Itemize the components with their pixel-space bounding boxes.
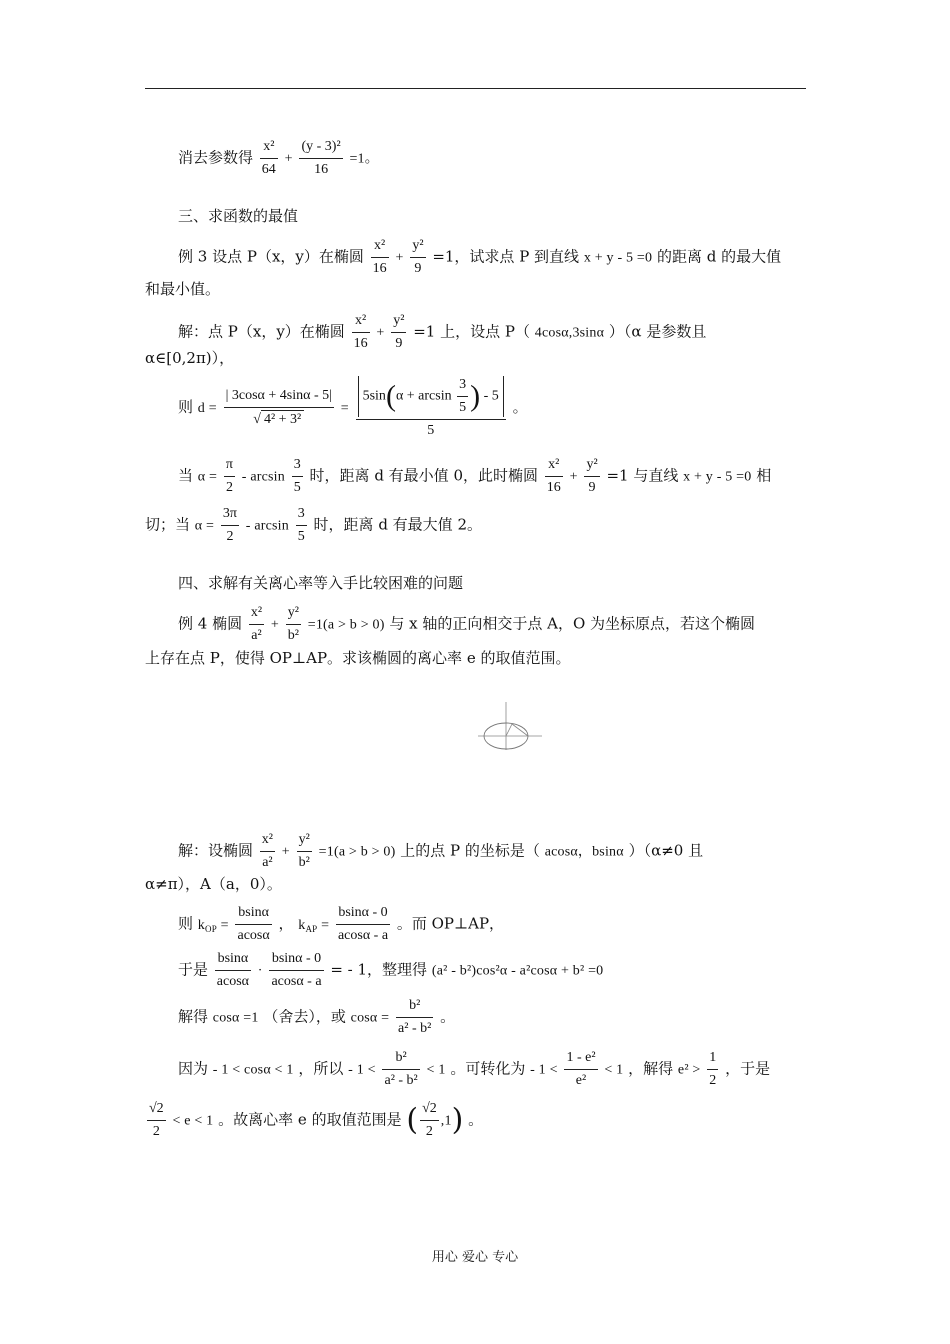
- inequality-line: [178, 1049, 770, 1090]
- fraction: [396, 997, 433, 1038]
- page-footer: 用心 爱心 专心: [431, 1250, 519, 1265]
- fraction: [457, 376, 468, 417]
- text: 则: [178, 914, 194, 933]
- text: cosα =: [350, 1010, 390, 1026]
- line-equation: x + y - 5 =0: [583, 250, 653, 266]
- den: √ 4² + 3²: [224, 407, 334, 429]
- num: x²: [374, 238, 386, 253]
- fraction: [382, 1049, 419, 1090]
- den: 16: [545, 476, 563, 497]
- fraction: [260, 831, 275, 872]
- example-3-line1: 例 3 设点 P（x，y）在椭圆 $\frac{\text{x²}}{16}$ + $\frac{\text{y²}}{9}$ =1，试求点 P 到直线 x + y - 5 =0 的距离 d 的最大值: [178, 238, 782, 276]
- text: 解得: [178, 1007, 209, 1026]
- min-distance-line: 当 α = $\frac{\pi}{2}$ - arcsin $\frac{3}{5}$ 时，距离 d 有最小值 0，此时椭圆 $\frac{\text{x²}}{16}$ + $\frac{\text{y²}}{9}$ =1 与直线 x + y - 5 =0 相: [178, 457, 772, 495]
- slope-line: [178, 904, 504, 945]
- subscript: OP: [205, 923, 217, 934]
- den: 9: [391, 332, 406, 353]
- fraction: [249, 604, 264, 645]
- num: x²: [548, 457, 560, 472]
- fraction: [420, 1100, 439, 1141]
- den: e²: [564, 1069, 597, 1090]
- num: y²: [298, 832, 310, 847]
- ellipse-figure: [476, 700, 544, 752]
- den: b²: [297, 851, 312, 872]
- text: α =: [194, 518, 215, 534]
- fraction: [147, 1100, 166, 1141]
- num: y²: [412, 238, 424, 253]
- fraction: [221, 505, 239, 546]
- text: 当: [178, 466, 194, 485]
- text: - arcsin: [245, 518, 289, 534]
- param: 4cosα,3sinα: [534, 325, 605, 341]
- num: bsinα - 0: [271, 951, 322, 966]
- num: 3: [459, 377, 467, 392]
- text: 。而 OP⊥AP，: [396, 914, 505, 933]
- fraction: [410, 237, 425, 278]
- text: - 1 < cosα < 1: [212, 1062, 294, 1078]
- text: ，所以: [298, 1059, 344, 1078]
- den: acosα: [215, 970, 251, 991]
- equation: (a² - b²)cos²α - a²cosα + b² =0: [431, 963, 604, 979]
- text: ，于是: [725, 1059, 771, 1078]
- condition: =1(a > b > 0): [318, 844, 396, 860]
- num: x²: [250, 605, 263, 620]
- text: 于是: [178, 960, 209, 979]
- text: 切；当: [145, 515, 191, 534]
- num: b²: [409, 998, 421, 1013]
- num: y²: [586, 457, 598, 472]
- subscript: AP: [305, 923, 318, 934]
- num: 3: [297, 506, 305, 521]
- cos-solution-line: [178, 997, 455, 1038]
- text: 消去参数得: [178, 148, 254, 167]
- text: （舍去），或: [263, 1007, 346, 1026]
- den: acosα: [235, 924, 271, 945]
- fraction: [269, 950, 323, 991]
- text: ，解得: [628, 1059, 674, 1078]
- text: 时，距离 d 有最大值 2。: [313, 515, 482, 534]
- num: 1 - e²: [566, 1050, 596, 1065]
- num: x²: [263, 139, 275, 154]
- section-heading-4: 四、求解有关离心率等入手比较困难的问题: [178, 574, 464, 592]
- den: 16: [352, 332, 370, 353]
- fraction: [707, 1049, 718, 1090]
- fraction: [584, 456, 599, 497]
- solution-4-line2: α≠π），A（a，0）。: [145, 875, 282, 893]
- text: 。: [512, 398, 528, 416]
- text: 解：点 P（x，y）在椭圆: [178, 322, 345, 341]
- fraction: [286, 604, 301, 645]
- text: = - 1，整理得: [330, 960, 428, 979]
- den: 64: [260, 158, 278, 179]
- fraction: [336, 904, 390, 945]
- max-distance-line: [145, 505, 482, 546]
- text: 1: [444, 1113, 452, 1129]
- num: (y - 3)²: [301, 139, 341, 154]
- text: - 5: [483, 388, 499, 404]
- distance-formula: [178, 376, 528, 440]
- den: 2: [224, 476, 235, 497]
- text: 解：设椭圆: [178, 841, 254, 860]
- num: bsinα: [217, 951, 249, 966]
- text: 。: [440, 1007, 456, 1026]
- den: 9: [584, 476, 599, 497]
- text: - 1 <: [348, 1062, 376, 1078]
- fraction: [391, 312, 406, 353]
- solution-3-line2: α∈[0,2π)），: [145, 349, 235, 367]
- den: acosα - a: [269, 970, 323, 991]
- num: y²: [393, 313, 405, 328]
- section-heading-3: 三、求函数的最值: [178, 207, 299, 225]
- num: bsinα - 0: [338, 905, 388, 920]
- text: ）（α≠0 且: [628, 841, 704, 860]
- text: 。故离心率 e 的取值范围是: [218, 1110, 402, 1129]
- example-3-line2: 和最小值。: [145, 280, 221, 298]
- text: e² >: [677, 1062, 701, 1078]
- text: < e < 1: [172, 1113, 214, 1129]
- fraction: [352, 312, 370, 353]
- fraction: [356, 376, 506, 440]
- den: 2: [707, 1069, 718, 1090]
- den: a²: [249, 624, 264, 645]
- fraction: [299, 138, 342, 179]
- example-4-line2: 上存在点 P，使得 OP⊥AP。求该椭圆的离心率 e 的取值范围。: [145, 649, 571, 667]
- num: 1: [709, 1050, 717, 1065]
- den: a² - b²: [382, 1069, 419, 1090]
- text: 相: [756, 466, 772, 485]
- num: x²: [261, 832, 273, 847]
- text: k: [197, 917, 205, 933]
- den: b²: [286, 624, 301, 645]
- den: 2: [147, 1120, 166, 1141]
- solution-4-line1: 解：设椭圆 $\frac{\text{x²}}{\text{a²}}$ + $\frac{\text{y²}}{\text{b²}}$ =1(a > b > 0) 上的点 P 的坐标是（ acosα，bsinα ）（α≠0 且: [178, 832, 704, 870]
- den: acosα - a: [336, 924, 390, 945]
- fraction: [215, 950, 251, 991]
- fraction: [564, 1049, 597, 1090]
- text: 5sin: [362, 388, 386, 404]
- text: 。可转化为: [450, 1059, 526, 1078]
- den: a²: [260, 851, 275, 872]
- num: √2: [422, 1101, 437, 1116]
- fraction: [224, 387, 334, 429]
- den: 5: [296, 525, 307, 546]
- text: =1。: [349, 151, 379, 167]
- text: < 1: [426, 1062, 446, 1078]
- header-rule: [145, 88, 806, 89]
- text: =: [340, 401, 349, 416]
- num: √2: [149, 1101, 164, 1116]
- fraction: [224, 456, 235, 497]
- num: | 3cosα + 4sinα - 5|: [225, 388, 332, 403]
- den: 5: [292, 476, 303, 497]
- text: 与 x 轴的正向相交于点 A，O 为坐标原点，若这个椭圆: [389, 614, 756, 633]
- num: x²: [354, 313, 367, 328]
- text: ）（α 是参数且: [608, 322, 707, 341]
- text: 时，距离 d 有最小值 0，此时椭圆: [309, 466, 538, 485]
- text: 例 3 设点 P（x，y）在椭圆: [178, 247, 364, 266]
- eliminate-param-line: 消去参数得 $\frac{\text{x²}}{64}$ + $\frac{\text{(y - 3)²}}{16}$ =1。: [178, 139, 379, 177]
- den: 5: [356, 419, 506, 440]
- den: 2: [420, 1120, 439, 1141]
- num: b²: [395, 1050, 407, 1065]
- fraction: [292, 456, 303, 497]
- text: ，: [278, 914, 294, 933]
- num: bsinα: [238, 905, 269, 920]
- solution-3-line1: 解：点 P（x，y）在椭圆 $\frac{\text{x²}}{16}$ + $\frac{\text{y²}}{9}$ =1 上，设点 P（ 4cosα,3sinα ）（α 是参数且: [178, 313, 707, 351]
- fraction: [296, 505, 307, 546]
- text: α + arcsin: [395, 388, 452, 404]
- text: =1 与直线: [606, 466, 679, 485]
- segment-op: [506, 724, 512, 736]
- coordinate: acosα，bsinα: [544, 844, 624, 860]
- text: - arcsin: [241, 469, 285, 485]
- text: =1，试求点 P 到直线: [432, 247, 580, 266]
- fraction: [371, 237, 389, 278]
- text: 则: [178, 398, 194, 416]
- num: 3: [293, 457, 301, 472]
- product-line: 于是 $\frac{bsin\alpha}{acos\alpha}$ · $\frac{bsin\alpha - 0}{acos\alpha - a}$ = - 1，整理得 (a² - b²)cos²α - a²cosα + b² =0: [178, 951, 604, 989]
- fraction: [297, 831, 312, 872]
- abs: 5sin(α + arcsin $\frac{3}{5}$ ) - 5: [358, 376, 504, 417]
- den: a² - b²: [396, 1017, 433, 1038]
- conclusion-line: $\frac{√2}{2}$ < e < 1 。故离心率 e 的取值范围是 ( $\frac{√2}{2}$ ,1) 。: [149, 1101, 484, 1139]
- text: 例 4 椭圆: [178, 614, 243, 633]
- text: 的距离 d 的最大值: [656, 247, 782, 266]
- text: < 1: [604, 1062, 624, 1078]
- text: d =: [197, 401, 217, 416]
- text: - 1 <: [530, 1062, 558, 1078]
- den: 16: [299, 158, 342, 179]
- text: =1 上，设点 P（: [413, 322, 530, 341]
- text: 。: [468, 1110, 484, 1129]
- text: 因为: [178, 1059, 209, 1078]
- line-equation: x + y - 5 =0: [683, 469, 752, 485]
- text: 上的点 P 的坐标是（: [400, 841, 540, 860]
- den: 16: [371, 257, 389, 278]
- text: α =: [197, 469, 218, 485]
- text: k: [298, 917, 306, 933]
- fraction: [545, 456, 563, 497]
- den: 5: [457, 396, 468, 417]
- condition: =1(a > b > 0): [307, 617, 385, 633]
- sqrt: 4² + 3²: [261, 410, 304, 429]
- example-4-line1: 例 4 椭圆 $\frac{\text{x²}}{\text{a²}}$ + $\frac{\text{y²}}{\text{b²}}$ =1(a > b > 0) 与 x 轴的正向相交于点 A，O 为坐标原点，若这个椭圆: [178, 605, 756, 643]
- num: 3π: [222, 506, 237, 521]
- den: 2: [221, 525, 239, 546]
- num: π: [225, 457, 233, 472]
- num: y²: [287, 605, 299, 620]
- fraction: [235, 904, 271, 945]
- text: cosα =1: [212, 1010, 259, 1026]
- k-ap: $k_{AP}$ =: [298, 917, 330, 934]
- fraction: [260, 138, 278, 179]
- k-op: $k_{OP}$ =: [197, 917, 229, 934]
- den: 9: [410, 257, 425, 278]
- num: [356, 376, 506, 419]
